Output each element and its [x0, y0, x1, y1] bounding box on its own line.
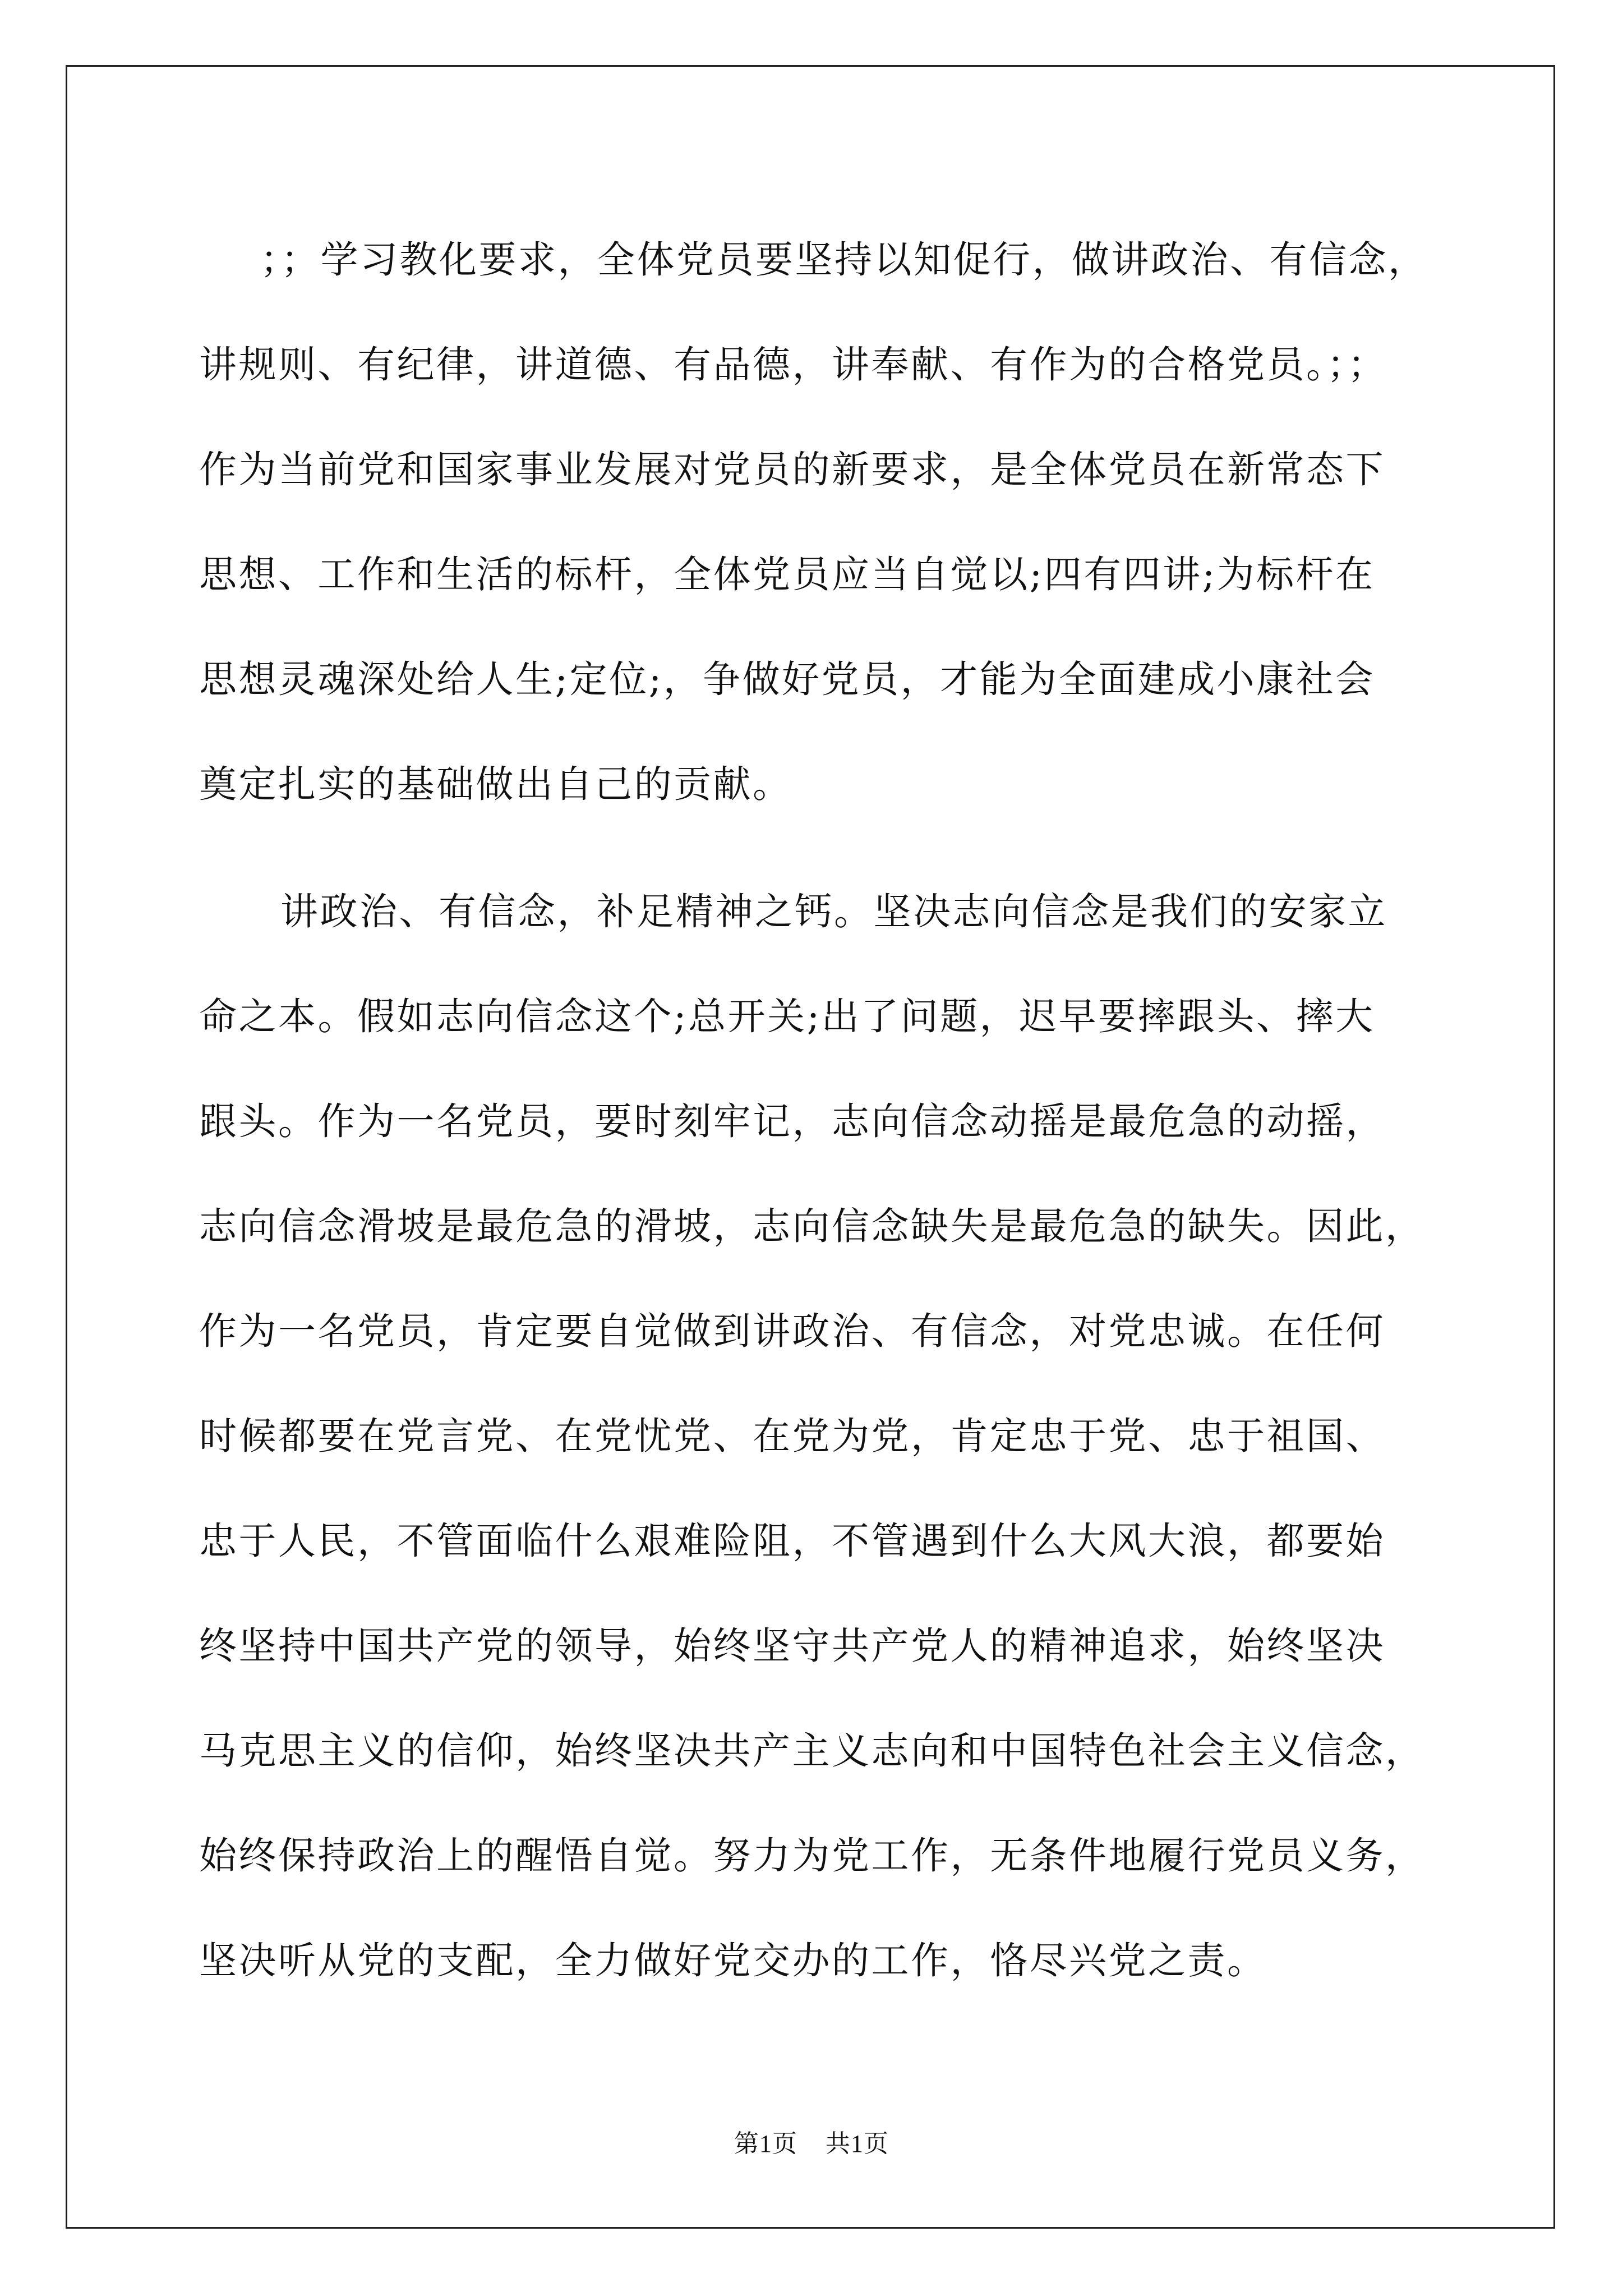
text-line: 马克思主义的信仰，始终坚决共产主义志向和中国特色社会主义信念，	[199, 1729, 1425, 1773]
text-line: 坚决听从党的支配，全力做好党交办的工作，恪尽兴党之责。	[199, 1939, 1267, 1982]
document-body	[199, 208, 1489, 2013]
text-line: 忠于人民，不管面临什么艰难险阻，不管遇到什么大风大浪，都要始	[199, 1519, 1385, 1563]
text-line: 跟头。作为一名党员，要时刻牢记，志向信念动摇是最危急的动摇，	[199, 1099, 1385, 1143]
text-line: 思想、工作和生活的标杆，全体党员应当自觉以;四有四讲;为标杆在	[199, 553, 1375, 596]
page-footer	[0, 2123, 1623, 2159]
text-line: 思想灵魂深处给人生;定位;，争做好党员，才能为全面建成小康社会	[199, 657, 1375, 701]
text-line: 终坚持中国共产党的领导，始终坚守共产党人的精神追求，始终坚决	[199, 1624, 1385, 1668]
text-line: 时候都要在党言党、在党忧党、在党为党，肯定忠于党、忠于祖国、	[199, 1414, 1385, 1458]
page-total: 共1页	[826, 2130, 889, 2157]
text-line: 奠定扎实的基础做出自己的贡献。	[199, 762, 792, 806]
page-number: 第1页	[734, 2130, 797, 2157]
text-line: 始终保持政治上的醒悟自觉。努力为党工作，无条件地履行党员义务，	[199, 1834, 1425, 1878]
text-line: 讲规则、有纪律，讲道德、有品德，讲奉献、有作为的合格党员。；；	[199, 343, 1387, 386]
paragraph-2	[199, 859, 1489, 2013]
text-line: 作为一名党员，肯定要自觉做到讲政治、有信念，对党忠诚。在任何	[199, 1309, 1385, 1353]
text-line: 作为当前党和国家事业发展对党员的新要求，是全体党员在新常态下	[199, 448, 1385, 491]
paragraph-spacer	[199, 837, 1489, 859]
text-line: 命之本。假如志向信念这个;总开关;出了问题，迟早要摔跟头、摔大	[199, 995, 1375, 1038]
paragraph-1	[199, 208, 1489, 837]
text-line: 志向信念滑坡是最危急的滑坡，志向信念缺失是最危急的缺失。因此，	[199, 1204, 1425, 1248]
text-line: ；；学习教化要求，全体党员要坚持以知促行，做讲政治、有信念，	[260, 238, 1428, 282]
text-line: 讲政治、有信念，补足精神之钙。坚决志向信念是我们的安家立	[280, 890, 1387, 933]
